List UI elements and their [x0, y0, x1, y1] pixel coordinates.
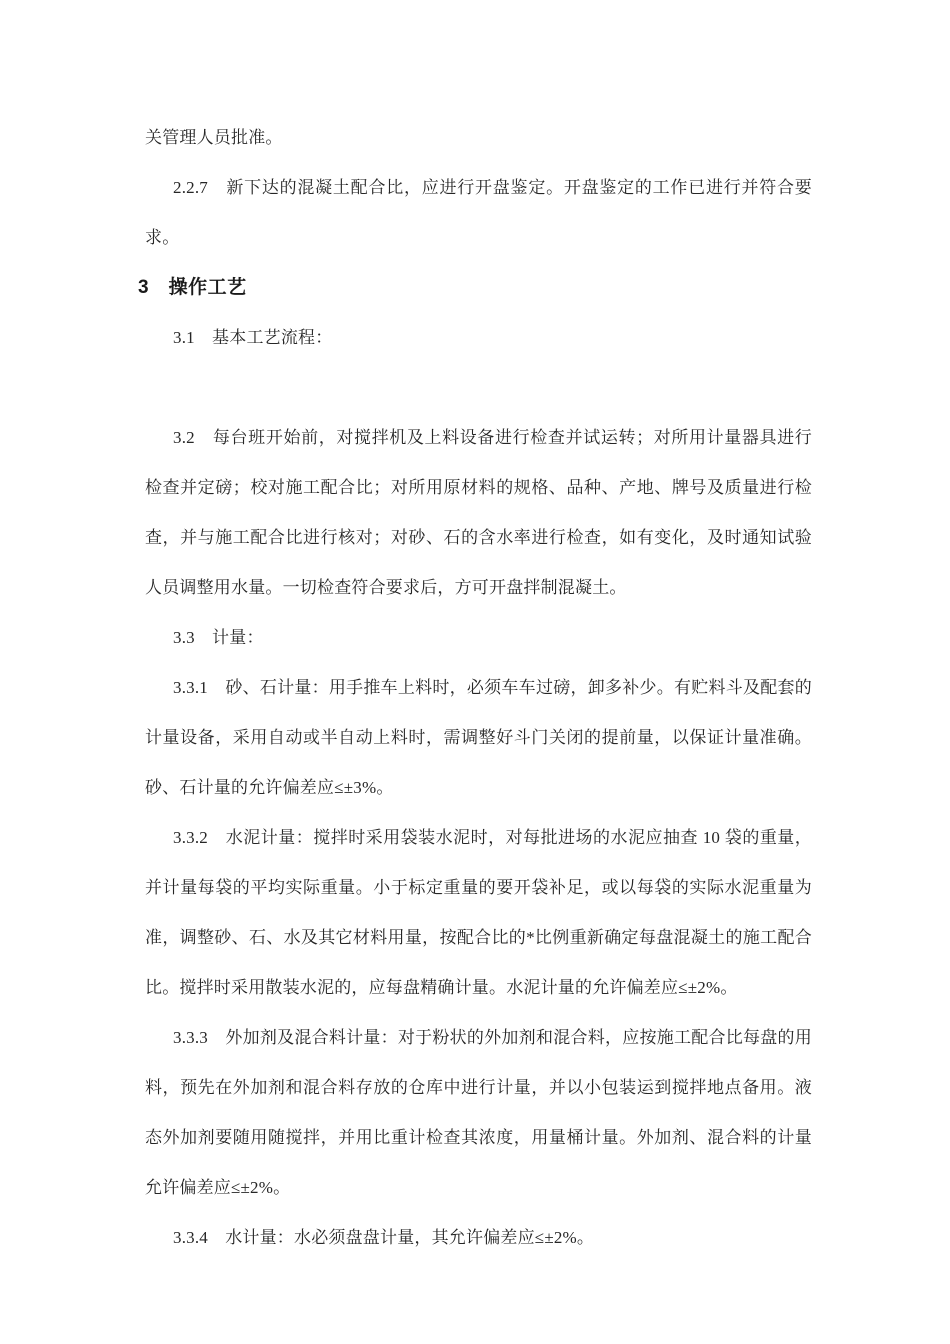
- section-heading-operation-process: 3 操作工艺: [138, 277, 247, 298]
- paragraph-3-3-measurement: 3.3 计量：: [173, 628, 264, 647]
- paragraph-3-3-1-sand-stone-measurement: 3.3.1 砂、石计量：用手推车上料时，必须车车过磅，卸多补少。有贮料斗及配套的计量设备，采用自动或半自动上料时，需调整好斗门关闭的提前量，以保证计量准确。砂、石计量的允许偏差应≤±3%。: [145, 678, 812, 797]
- paragraph-3-3-2-cement-measurement: 3.3.2 水泥计量：搅拌时采用袋装水泥时，对每批进场的水泥应抽查 10 袋的重量，并计量每袋的平均实际重量。小于标定重量的要开袋补足，或以每袋的实际水泥重量为准，调整砂、石、水及其它材料用量，按配合比的*比例重新确定每盘混凝土的施工配合比。搅拌时采用散装水泥的，应每盘精确计量。水泥计量的允许偏差应≤±2%。: [145, 828, 812, 997]
- paragraph-3-3-3-admixture-measurement: 3.3.3 外加剂及混合料计量：对于粉状的外加剂和混合料，应按施工配合比每盘的用料，预先在外加剂和混合料存放的仓库中进行计量，并以小包装运到搅拌地点备用。液态外加剂要随用随搅拌，并用比重计检查其浓度，用量桶计量。外加剂、混合料的计量允许偏差应≤±2%。: [145, 1028, 812, 1197]
- paragraph-3-3-4-water-measurement: 3.3.4 水计量：水必须盘盘计量，其允许偏差应≤±2%。: [173, 1228, 595, 1247]
- paragraph-3-2-pre-shift-checks: 3.2 每台班开始前，对搅拌机及上料设备进行检查并试运转；对所用计量器具进行检查并定磅；校对施工配合比；对所用原材料的规格、品种、产地、牌号及质量进行检查，并与施工配合比进行核对；对砂、石的含水率进行检查，如有变化，及时通知试验人员调整用水量。一切检查符合要求后，方可开盘拌制混凝土。: [145, 428, 812, 597]
- paragraph-2-2-7: 2.2.7 新下达的混凝土配合比，应进行开盘鉴定。开盘鉴定的工作已进行并符合要求。: [145, 178, 812, 247]
- flowchart-blank-space: [145, 363, 812, 413]
- paragraph-carryover: 关管理人员批准。: [145, 128, 283, 147]
- paragraph-3-1-basic-process-flow: 3.1 基本工艺流程：: [173, 328, 333, 347]
